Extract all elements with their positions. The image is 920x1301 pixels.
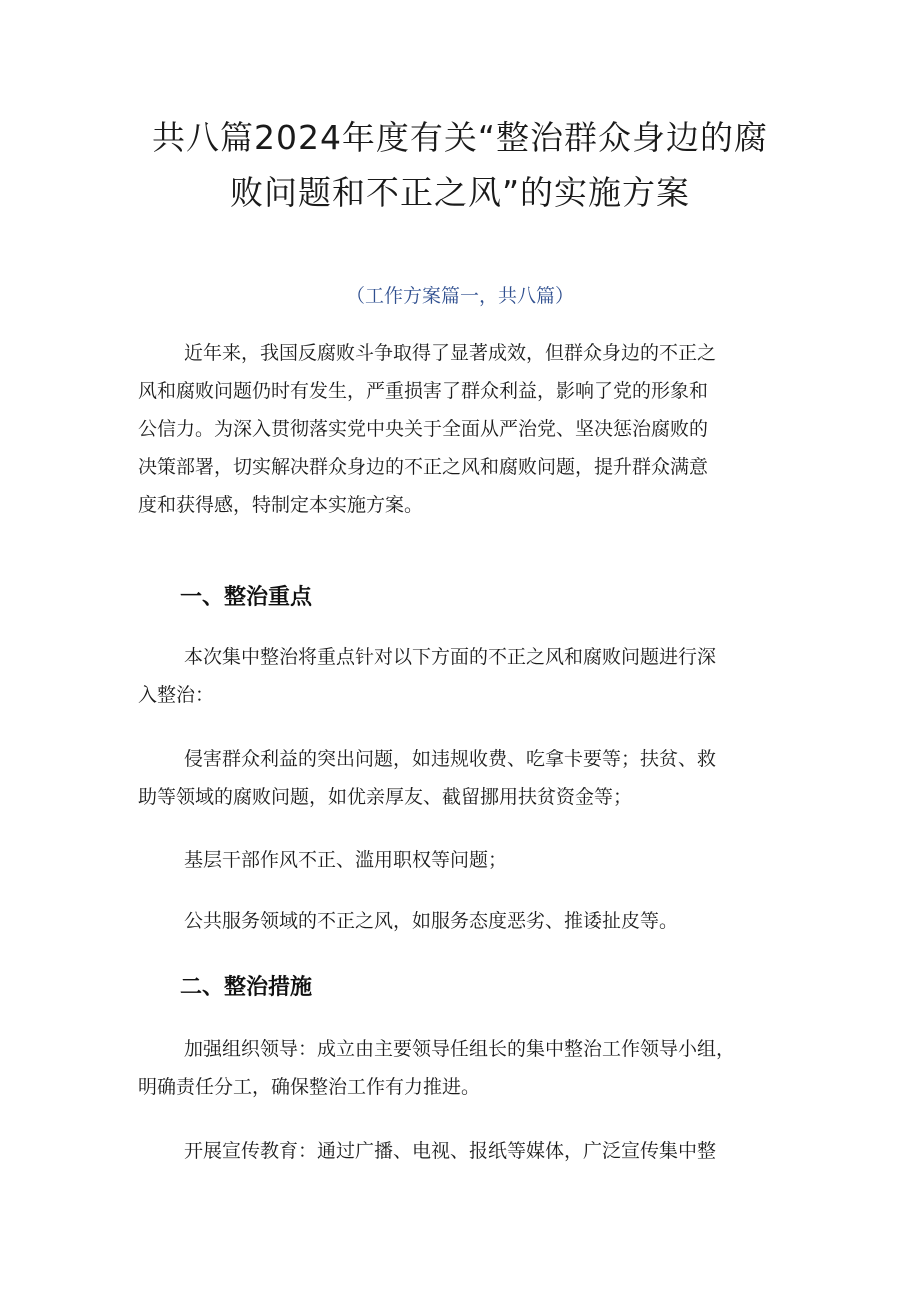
section-1-paragraph-1: [138, 638, 790, 714]
section-1-heading: 一、整治重点: [180, 585, 313, 610]
s1p3-text: 基层干部作风不正、滥用职权等问题；: [184, 849, 508, 871]
s1p1-line-2: 入整治：: [138, 684, 215, 706]
document-subtitle: （工作方案篇一，共八篇）: [345, 285, 574, 307]
section-2-heading: 二、整治措施: [180, 975, 313, 1000]
intro-line-5: 度和获得感，特制定本实施方案。: [138, 494, 424, 516]
title-line-2: 败问题和不正之风”的实施方案: [229, 173, 691, 212]
section-2-paragraph-1: [138, 1030, 790, 1106]
s1p2-line-2: 助等领域的腐败问题，如优亲厚友、截留挪用扶贫资金等；: [138, 786, 633, 808]
s1p4-text: 公共服务领域的不正之风，如服务态度恶劣、推诿扯皮等。: [184, 910, 679, 932]
intro-line-4: 决策部署，切实解决群众身边的不正之风和腐败问题，提升群众满意: [138, 456, 709, 478]
title-line-1: 共八篇2024年度有关“整治群众身边的腐: [151, 118, 769, 157]
intro-line-2: 风和腐败问题仍时有发生，严重损害了群众利益，影响了党的形象和: [138, 380, 709, 402]
s2p2-text: 开展宣传教育：通过广播、电视、报纸等媒体，广泛宣传集中整: [184, 1140, 717, 1162]
s2p1-line-2: 明确责任分工，确保整治工作有力推进。: [138, 1076, 481, 1098]
section-1-paragraph-3: [138, 841, 790, 879]
s1p1-line-1: 本次集中整治将重点针对以下方面的不正之风和腐败问题进行深: [184, 646, 717, 668]
section-1-paragraph-2: [138, 740, 790, 816]
document-title: [120, 110, 800, 220]
section-2-paragraph-2: [138, 1132, 790, 1170]
s1p2-line-1: 侵害群众利益的突出问题，如违规收费、吃拿卡要等；扶贫、救: [184, 748, 717, 770]
section-1-paragraph-4: [138, 902, 790, 940]
intro-line-1: 近年来，我国反腐败斗争取得了显著成效，但群众身边的不正之: [184, 342, 717, 364]
s2p1-line-1: 加强组织领导：成立由主要领导任组长的集中整治工作领导小组，: [184, 1038, 736, 1060]
intro-line-3: 公信力。为深入贯彻落实党中央关于全面从严治党、坚决惩治腐败的: [138, 418, 709, 440]
intro-paragraph: [138, 334, 790, 524]
